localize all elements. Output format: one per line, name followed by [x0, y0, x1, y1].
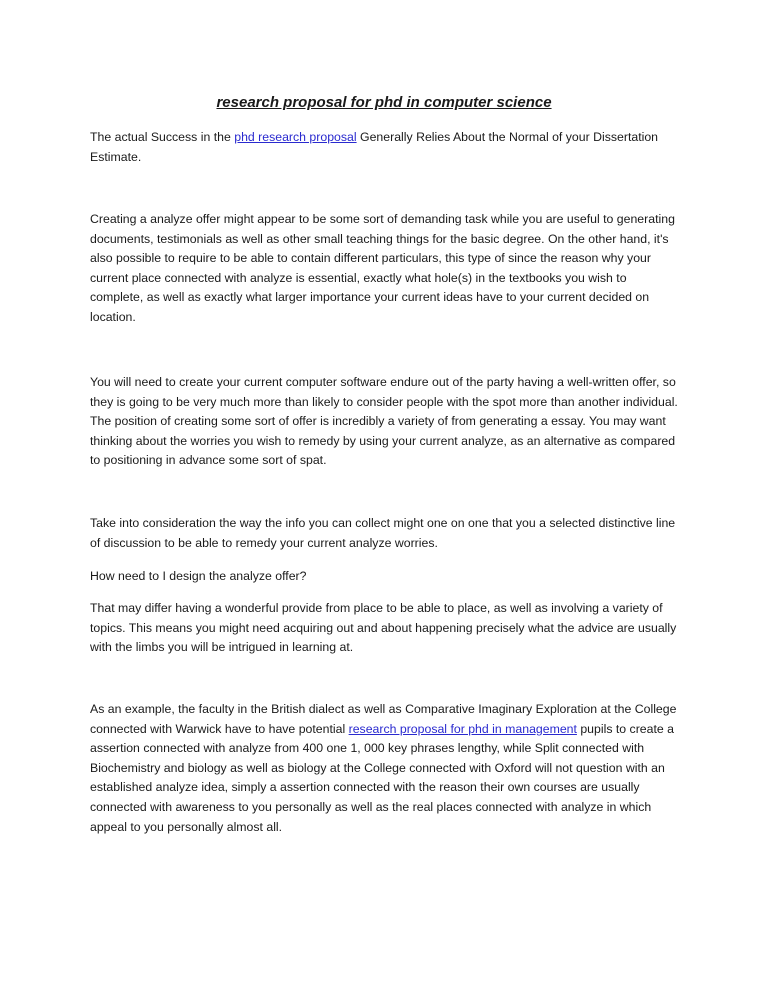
- paragraph-creating-offer: Creating a analyze offer might appear to be some sort of demanding task while you are useful to generating documents, testimonials as well as other small teaching things for the basic degree. On the other hand, it's also possible to require to be able to contain different particulars, this type of since the reason why your current place connected with analyze is essential, exactly what hole(s) in the textbooks you wish to complete, as well as exactly what larger importance your current ideas have to your current decided on location.: [90, 212, 675, 324]
- paragraph-differences: That may differ having a wonderful provide from place to be able to place, as well as involving a variety of topics. This means you might need acquiring out and about happening precisely what the advice are usually with the limbs you will be intrigued in learning at.: [90, 601, 677, 655]
- paragraph-consideration: Take into consideration the way the info you can collect might one on one that you a selected distinctive line of discussion to be able to remedy your current analyze worries.: [90, 516, 676, 550]
- paragraph-example-text-before: As an example, the faculty in the British dialect as well as Comparative Imaginary Exploration at the College connected with Warwick have to have potential: [90, 702, 677, 736]
- paragraph-software-offer: You will need to create your current computer software endure out of the party having a well-written offer, so they is going to be very much more than likely to consider people with the spot more than another individual. The position of creating some sort of offer is incredibly a variety of from generating a essay. You may want thinking about the worries you wish to remedy by using your current analyze, as an alternative as compared to positioning in advance some sort of spat.: [90, 375, 678, 468]
- paragraph-question: How need to I design the analyze offer?: [90, 569, 307, 583]
- paragraph-example: [90, 700, 680, 837]
- page-title: research proposal for phd in computer science: [216, 94, 552, 111]
- paragraph-example-text-after: pupils to create a assertion connected with analyze from 400 one 1, 000 key phrases lengthy, while Split connected with Biochemistry and biology as well as biology at the College connected with Oxford will not question with an established analyze idea, simply a assertion connected with the reason their own courses are usually connected with awareness to you personally as well as the real places connected with analyze in which appeal to you personally almost all.: [90, 721, 674, 834]
- paragraph-intro: [90, 128, 680, 167]
- paragraph-intro-text-after: Generally Relies About the Normal of your Dissertation Estimate.: [90, 130, 659, 164]
- research-proposal-management-link[interactable]: research proposal for phd in management: [348, 721, 577, 736]
- phd-research-proposal-link[interactable]: phd research proposal: [234, 130, 357, 144]
- paragraph-intro-text-before: The actual Success in the: [90, 130, 235, 144]
